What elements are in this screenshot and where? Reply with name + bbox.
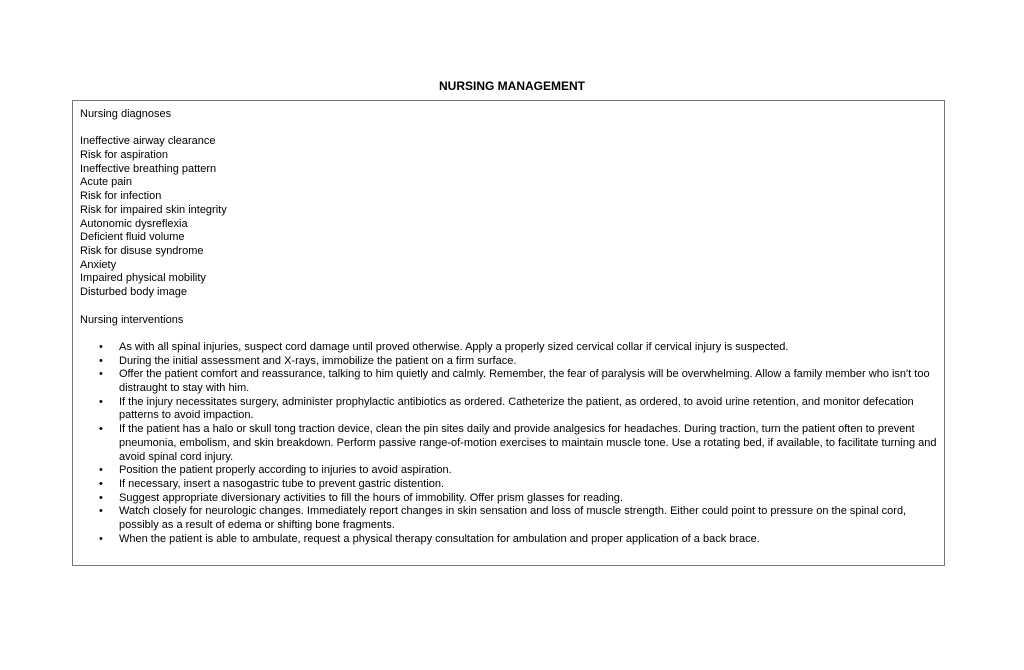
intervention-text: If the injury necessitates surgery, administer prophylactic antibiotics as ordered. Catheterize the patient, as ordered, to avoid urine retention, and monitor defecation patterns to avoid impaction.: [119, 395, 914, 422]
content-box: [72, 100, 945, 566]
content-body: [80, 108, 938, 546]
diagnoses-list: [80, 135, 938, 299]
intervention-text: When the patient is able to ambulate, request a physical therapy consultation for ambulation and proper application of a back brace.: [119, 532, 760, 545]
diagnosis-item: Risk for impaired skin integrity: [80, 203, 227, 216]
intervention-item: [80, 533, 938, 547]
intervention-item: [80, 368, 938, 395]
diagnosis-item: Risk for aspiration: [80, 149, 169, 162]
intervention-text: Offer the patient comfort and reassurance, talking to him quietly and calmly. Remember, the fear of paralysis will be overwhelming. Allow a family member who isn't too distraught to stay with him.: [119, 368, 930, 394]
intervention-item: [80, 464, 938, 478]
intervention-item: [80, 341, 938, 355]
interventions-list: [80, 341, 938, 547]
diagnosis-item: Acute pain: [80, 176, 132, 189]
diagnosis-item: Autonomic dysreflexia: [80, 217, 188, 230]
diagnosis-item: Risk for disuse syndrome: [80, 245, 204, 257]
intervention-text: Watch closely for neurologic changes. Immediately report changes in skin sensation and loss of muscle strength. Either could point to pressure on the spinal cord, possibly as a result of edema or shifting bone fragments.: [119, 505, 907, 532]
diagnoses-heading: Nursing diagnoses: [80, 108, 172, 120]
intervention-item: [80, 355, 938, 369]
diagnosis-item: Disturbed body image: [80, 286, 188, 299]
intervention-text: During the initial assessment and X-rays, immobilize the patient on a firm surface.: [119, 354, 517, 367]
bullet-icon: •: [99, 395, 103, 408]
bullet-icon: •: [99, 340, 103, 353]
bullet-icon: •: [99, 464, 103, 477]
bullet-icon: •: [99, 505, 103, 518]
page-title: NURSING MANAGEMENT: [439, 79, 585, 93]
diagnosis-item: Ineffective airway clearance: [80, 135, 216, 148]
bullet-icon: •: [99, 423, 103, 436]
intervention-item: [80, 478, 938, 492]
diagnosis-item: Risk for infection: [80, 190, 162, 203]
intervention-item: [80, 423, 938, 464]
bullet-icon: •: [99, 477, 103, 490]
interventions-heading: Nursing interventions: [80, 313, 184, 326]
intervention-text: Suggest appropriate diversionary activities to fill the hours of immobility. Offer prism glasses for reading.: [119, 491, 623, 504]
intervention-item: [80, 396, 938, 423]
bullet-icon: •: [99, 491, 103, 504]
diagnosis-item: Anxiety: [80, 258, 117, 271]
intervention-text: If the patient has a halo or skull tong traction device, clean the pin sites daily and provide analgesics for headaches. During traction, turn the patient often to prevent pneumonia, embolism, and skin breakdown. Perform passive range-of-motion exercises to maintain muscle tone. Use a rotating bed, if available, to facilitate turning and avoid spinal cord injury.: [119, 423, 937, 463]
diagnosis-item: Ineffective breathing pattern: [80, 162, 217, 175]
intervention-text: Position the patient properly according to injuries to avoid aspiration.: [119, 464, 452, 477]
intervention-text: If necessary, insert a nasogastric tube to prevent gastric distention.: [119, 477, 445, 490]
bullet-icon: •: [99, 354, 103, 367]
intervention-item: [80, 505, 938, 532]
diagnosis-item: Impaired physical mobility: [80, 272, 206, 285]
bullet-icon: •: [99, 368, 103, 381]
intervention-item: [80, 492, 938, 506]
bullet-icon: •: [99, 532, 103, 545]
diagnosis-item: Deficient fluid volume: [80, 231, 185, 244]
intervention-text: As with all spinal injuries, suspect cord damage until proved otherwise. Apply a properly sized cervical collar if cervical injury is suspected.: [119, 340, 789, 353]
